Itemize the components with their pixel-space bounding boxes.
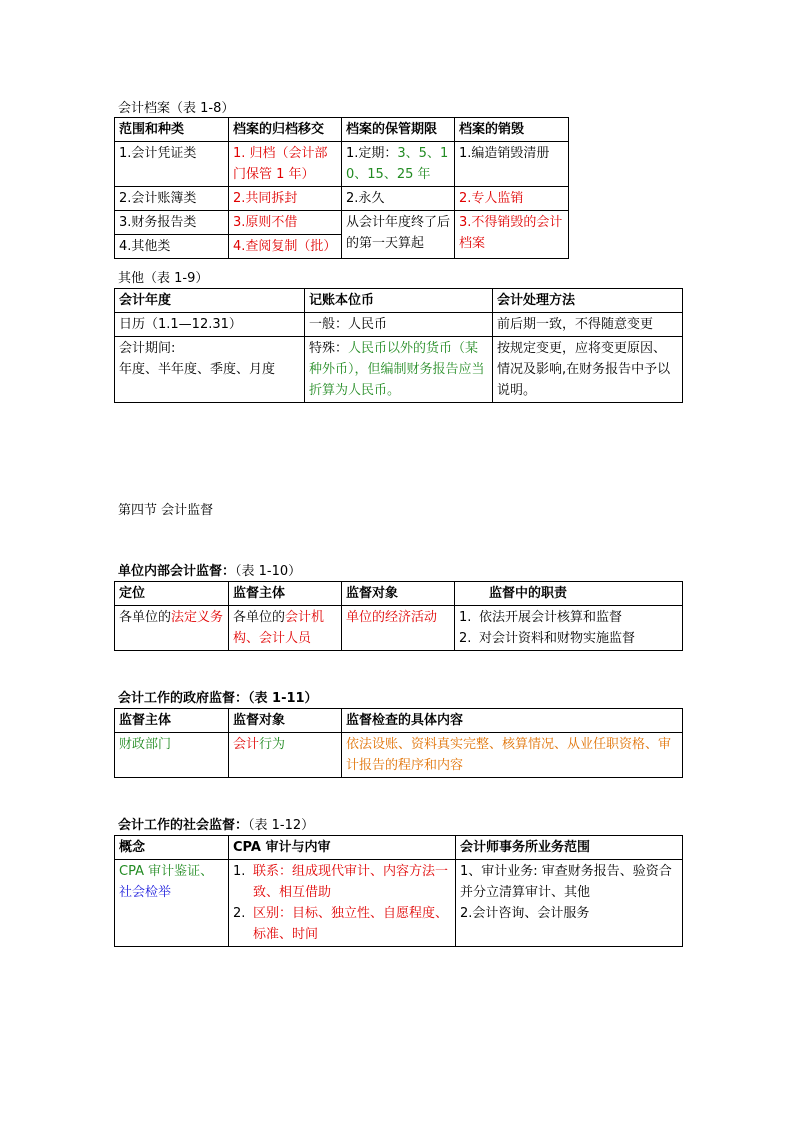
header-cell: 会计处理方法 [493,289,683,313]
list-item [459,607,678,628]
table-cell [342,142,455,187]
table-1-10-header-row [115,582,683,606]
cell-text: 年度、半年度、季度、月度 [119,362,276,377]
table-cell: 前后期一致，不得随意变更 [493,313,683,337]
header-cell: 档案的归档移交 [229,118,342,142]
header-cell: 会计师事务所业务范围 [456,836,683,860]
header-cell: 监督检查的具体内容 [342,709,683,733]
caption-bold: 单位内部会计监督： [118,564,236,579]
cell-text: 特殊： [309,341,349,356]
cell-text-highlight: 人民币以外的货币（某种外币），但编制财务报告应当折算为人民币。 [309,341,485,398]
table-cell: 4.其他类 [115,235,229,259]
table-row [115,211,569,235]
cell-text: 1.定期： [346,146,398,161]
cell-text: 会计期间: [119,341,176,356]
list-number: 1. [233,864,246,879]
table-cell: 1. 归档（会计部门保管 1 年） [229,142,342,187]
caption-rest: （表 1-10） [235,564,302,579]
table-cell: 日历（1.1—12.31） [115,313,305,337]
caption-bold: 会计工作的政府监督：（表 1-11） [118,691,318,706]
table-1-11-caption [118,690,318,707]
header-cell: 范围和种类 [115,118,229,142]
table-1-8-header-row [115,118,569,142]
header-cell: 监督中的职责 [455,582,683,606]
table-cell: 3.原则不借 [229,211,342,235]
table-cell: 2.会计账簿类 [115,187,229,211]
table-cell: 按规定变更，应将变更原因、情况及影响,在财务报告中予以说明。 [493,337,683,403]
list-text: 区别：目标、独立性、自愿程度、标准、时间 [253,906,449,942]
list-text: 依法开展会计核算和监督 [479,610,623,625]
header-cell: 档案的保管期限 [342,118,455,142]
cell-text-highlight: 社会检举 [119,885,172,900]
table-cell: 2.永久 [342,187,455,211]
caption-rest: （表 1-12） [248,818,315,833]
list-item [233,903,451,945]
header-cell: 监督对象 [342,582,455,606]
table-1-10 [114,581,683,651]
cell-text: 1、审计业务: 审查财务报告、验资合并分立清算审计、其他 [460,864,672,900]
header-cell: 记账本位币 [305,289,493,313]
list-text: 对会计资料和财物实施监督 [479,631,636,646]
table-row [115,187,569,211]
list-number: 2. [459,631,472,646]
caption-bold: 会计工作的社会监督： [118,818,249,833]
table-1-11-header-row [115,709,683,733]
table-cell [115,606,229,651]
header-cell: 监督主体 [115,709,229,733]
cell-text: 各单位的 [119,610,172,625]
table-row [115,313,683,337]
table-1-12-header-row [115,836,683,860]
table-1-9-caption: 其他（表 1-9） [118,271,209,286]
table-row [115,860,683,947]
cell-text-highlight: 行为 [259,737,286,752]
table-1-8 [114,117,569,259]
table-cell: 3.财务报告类 [115,211,229,235]
list-text: 联系：组成现代审计、内容方法一致、相互借助 [253,864,449,900]
table-cell [115,860,229,947]
header-cell: CPA 审计与内审 [229,836,456,860]
header-cell: 概念 [115,836,229,860]
table-cell [115,337,305,403]
section-title: 第四节 会计监督 [118,503,214,518]
table-1-8-caption: 会计档案（表 1-8） [118,101,235,116]
cell-text: 2.会计咨询、会计服务 [460,906,590,921]
table-cell: 3.不得销毁的会计档案 [455,211,569,259]
table-cell [229,733,342,778]
table-cell: 从会计年度终了后的第一天算起 [342,211,455,259]
table-cell: 4.查阅复制（批） [229,235,342,259]
table-cell: 2.共同拆封 [229,187,342,211]
table-cell [229,860,456,947]
table-cell [456,860,683,947]
table-cell [455,606,683,651]
table-cell [305,337,493,403]
header-cell: 监督对象 [229,709,342,733]
table-cell: 依法设账、资料真实完整、核算情况、从业任职资格、审计报告的程序和内容 [342,733,683,778]
cell-text-highlight: CPA 审计鉴证、 [119,864,214,879]
header-cell: 监督主体 [229,582,342,606]
table-row [115,606,683,651]
cell-text-highlight: 会计机构、会计人员 [233,610,325,646]
list-item [233,861,451,903]
table-row [115,142,569,187]
header-cell: 档案的销毁 [455,118,569,142]
table-cell: 财政部门 [115,733,229,778]
table-cell: 2.专人监销 [455,187,569,211]
table-cell [229,606,342,651]
cell-text: 各单位的 [233,610,286,625]
table-1-10-caption [118,563,301,580]
cell-text-highlight: 会计 [233,737,260,752]
list-item [459,628,678,649]
list-number: 2. [233,906,246,921]
cell-text-highlight: 法定义务 [171,610,224,625]
table-1-11 [114,708,683,778]
table-cell: 一般：人民币 [305,313,493,337]
table-cell: 1.会计凭证类 [115,142,229,187]
table-row [115,337,683,403]
list-number: 1. [459,610,472,625]
cell-text-highlight: 3、5、10、15、25 年 [346,146,449,182]
table-1-9-header-row [115,289,683,313]
table-1-12 [114,835,683,947]
header-cell: 定位 [115,582,229,606]
header-cell: 会计年度 [115,289,305,313]
table-cell: 单位的经济活动 [342,606,455,651]
table-cell: 1.编造销毁清册 [455,142,569,187]
table-1-12-caption [118,817,314,834]
table-row [115,733,683,778]
table-1-9 [114,288,683,403]
